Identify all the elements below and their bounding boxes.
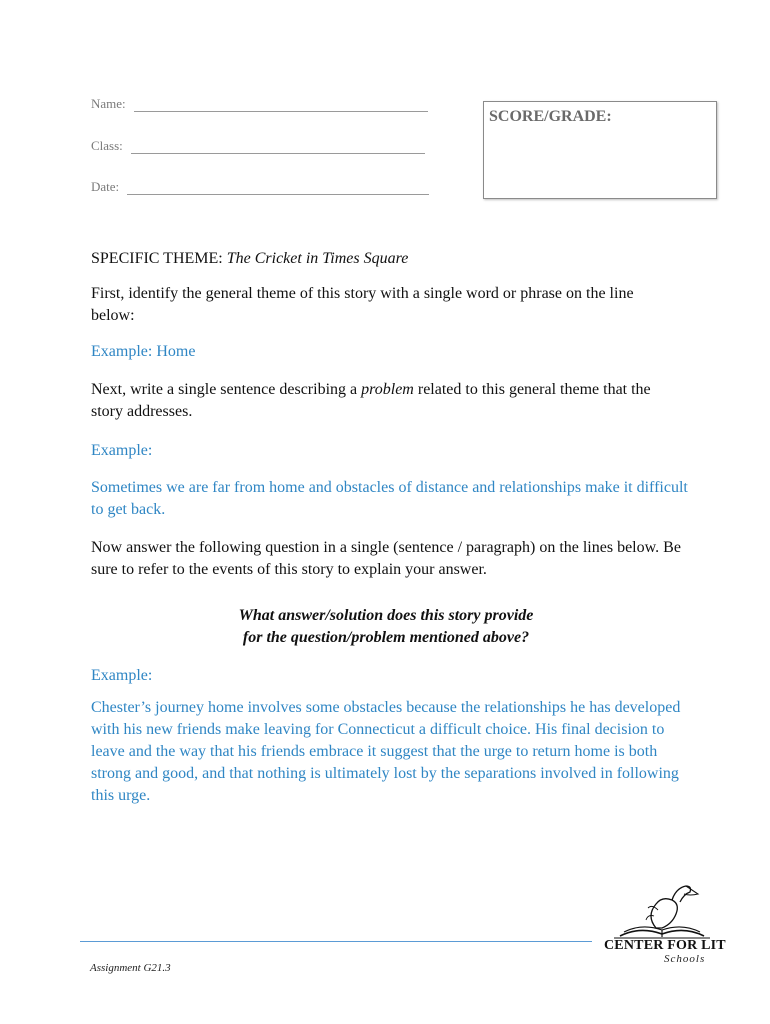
date-line[interactable] [127, 182, 429, 195]
class-line[interactable] [131, 141, 425, 154]
instruction-3: Now answer the following question in a single (sentence / paragraph) on the lines below. Be sure to refer to the events of this story to explain your answer. [91, 539, 681, 578]
specific-theme [91, 248, 691, 270]
theme-prefix: SPECIFIC THEME: [91, 250, 227, 267]
class-field[interactable] [91, 138, 425, 154]
example-3-text: Chester’s journey home involves some obstacles because the relationships he has developed with his new friends make leaving for Connecticut a difficult choice. His final decision to leave and the way that his friends embrace it suggest that the urge to return home is both strong and good, and that nothing is ultimately lost by the separations involved in following this urge. [91, 699, 681, 804]
instruction-1: First, identify the general theme of this story with a single word or phrase on the line below: [91, 285, 634, 324]
instruction-2-after: related to this general theme that the story addresses. [91, 381, 651, 420]
score-grade-box[interactable] [483, 101, 717, 199]
assignment-number: Assignment G21.3 [90, 962, 171, 974]
question [91, 605, 681, 649]
theme-title: The Cricket in Times Square [226, 250, 409, 267]
logo-subtitle: Schools [664, 953, 706, 965]
example-2-label: Example: [91, 442, 153, 459]
name-line[interactable] [134, 99, 428, 112]
footer-rule [80, 941, 592, 942]
instruction-2-before: Next, write a single sentence describing a [91, 381, 362, 398]
score-grade-label: SCORE/GRADE: [489, 108, 612, 125]
center-for-lit-logo [600, 880, 725, 965]
example-3-label: Example: [91, 667, 153, 684]
instruction-2 [91, 379, 681, 423]
example-1: Example: Home [91, 343, 196, 360]
date-label: Date: [91, 179, 120, 194]
logo-title: CENTER FOR LIT [604, 938, 726, 953]
pelican-book-icon [600, 880, 725, 942]
example-2-text: Sometimes we are far from home and obstacles of distance and relationships make it difficult to get back. [91, 479, 688, 518]
name-label: Name: [91, 96, 126, 111]
question-line-2: for the question/problem mentioned above? [242, 629, 530, 646]
instruction-2-emphasis: problem [361, 381, 414, 398]
date-field[interactable] [91, 179, 429, 195]
name-field[interactable] [91, 96, 428, 112]
class-label: Class: [91, 138, 123, 153]
question-line-1: What answer/solution does this story provide [238, 607, 534, 624]
